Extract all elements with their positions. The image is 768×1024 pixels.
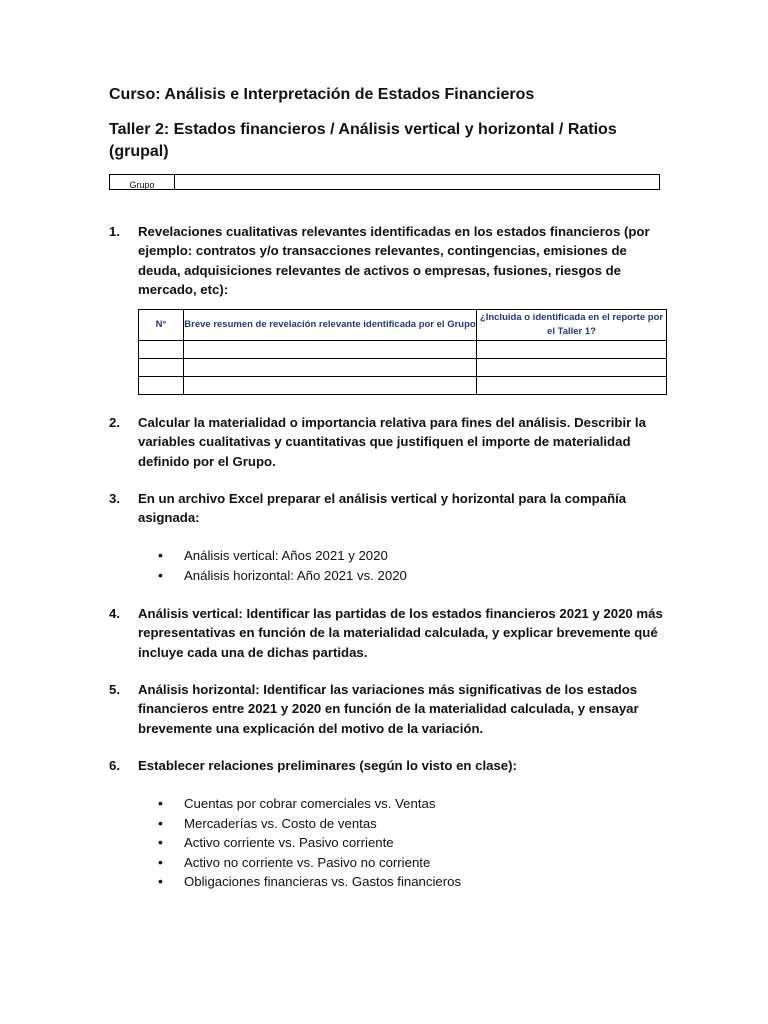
- item-text: Análisis vertical: Identificar las partidas de los estados financieros 2021 y 2020 más representativas en función de la materialidad calculada, y explicar brevemente qué incluye cada una de dichas partidas.: [138, 606, 663, 660]
- item-text: Análisis horizontal: Identificar las variaciones más significativas de los estados financieros entre 2021 y 2020 en función de la materialidad calculada, y ensayar brevemente una explicación del motivo de la variación.: [138, 682, 639, 736]
- item-text: Revelaciones cualitativas relevantes identificadas en los estados financieros (por ejemplo: contratos y/o transacciones relevantes, contingencias, emisiones de deuda, adquisiciones relevantes de activos o empresas, fusiones, riesgos de mercado, etc):: [138, 224, 650, 297]
- list-item-4: [109, 604, 669, 662]
- bullet-list-item6: [158, 794, 461, 892]
- list-item-2: [109, 413, 669, 471]
- bullet-item: • Activo no corriente vs. Pasivo no corriente: [158, 853, 461, 873]
- item-number: 2.: [109, 415, 120, 430]
- table-cell: [477, 341, 667, 359]
- table-cell: [184, 341, 477, 359]
- list-item-1: [109, 222, 669, 299]
- table-header-row: [139, 310, 667, 341]
- bullet-item: • Activo corriente vs. Pasivo corriente: [158, 833, 461, 853]
- item-number: 5.: [109, 682, 120, 697]
- group-box: [109, 174, 660, 190]
- list-item-5: [109, 680, 669, 738]
- table-cell: [477, 359, 667, 377]
- item-number: 1.: [109, 224, 120, 239]
- group-label: Grupo: [110, 175, 175, 189]
- item-number: 6.: [109, 758, 120, 773]
- item-text: Establecer relaciones preliminares (según lo visto en clase):: [138, 758, 517, 773]
- table-cell: [139, 341, 184, 359]
- table-cell: [184, 377, 477, 395]
- table-cell: [184, 359, 477, 377]
- bullet-item: • Análisis vertical: Años 2021 y 2020: [158, 546, 407, 566]
- item-text: Calcular la materialidad o importancia relativa para fines del análisis. Describir la variables cualitativas y cuantitativas que justifiquen el importe de materialidad definido por el Grupo.: [138, 415, 646, 469]
- list-item-3: [109, 489, 669, 528]
- header-included: ¿Incluida o identificada en el reporte por el Taller 1?: [477, 310, 667, 341]
- header-summary: Breve resumen de revelación relevante identificada por el Grupo: [184, 310, 477, 341]
- table-cell: [139, 377, 184, 395]
- bullet-item: • Análisis horizontal: Año 2021 vs. 2020: [158, 566, 407, 586]
- bullet-item: • Mercaderías vs. Costo de ventas: [158, 814, 461, 834]
- table-row: [139, 341, 667, 359]
- bullet-list-item3: [158, 546, 407, 585]
- header-number: N°: [139, 310, 184, 341]
- table-row: [139, 377, 667, 395]
- workshop-title: Taller 2: Estados financieros / Análisis vertical y horizontal / Ratios (grupal): [109, 121, 617, 160]
- bullet-item: • Cuentas por cobrar comerciales vs. Ventas: [158, 794, 461, 814]
- revelations-table: [138, 309, 667, 395]
- table-cell: [477, 377, 667, 395]
- bullet-item: • Obligaciones financieras vs. Gastos financieros: [158, 872, 461, 892]
- group-value-field[interactable]: [175, 175, 659, 189]
- table-row: [139, 359, 667, 377]
- course-title: Curso: Análisis e Interpretación de Estados Financieros: [109, 86, 535, 103]
- item-text: En un archivo Excel preparar el análisis vertical y horizontal para la compañía asignada:: [138, 491, 627, 526]
- item-number: 3.: [109, 491, 120, 506]
- list-item-6: [109, 756, 669, 775]
- item-number: 4.: [109, 606, 120, 621]
- table-cell: [139, 359, 184, 377]
